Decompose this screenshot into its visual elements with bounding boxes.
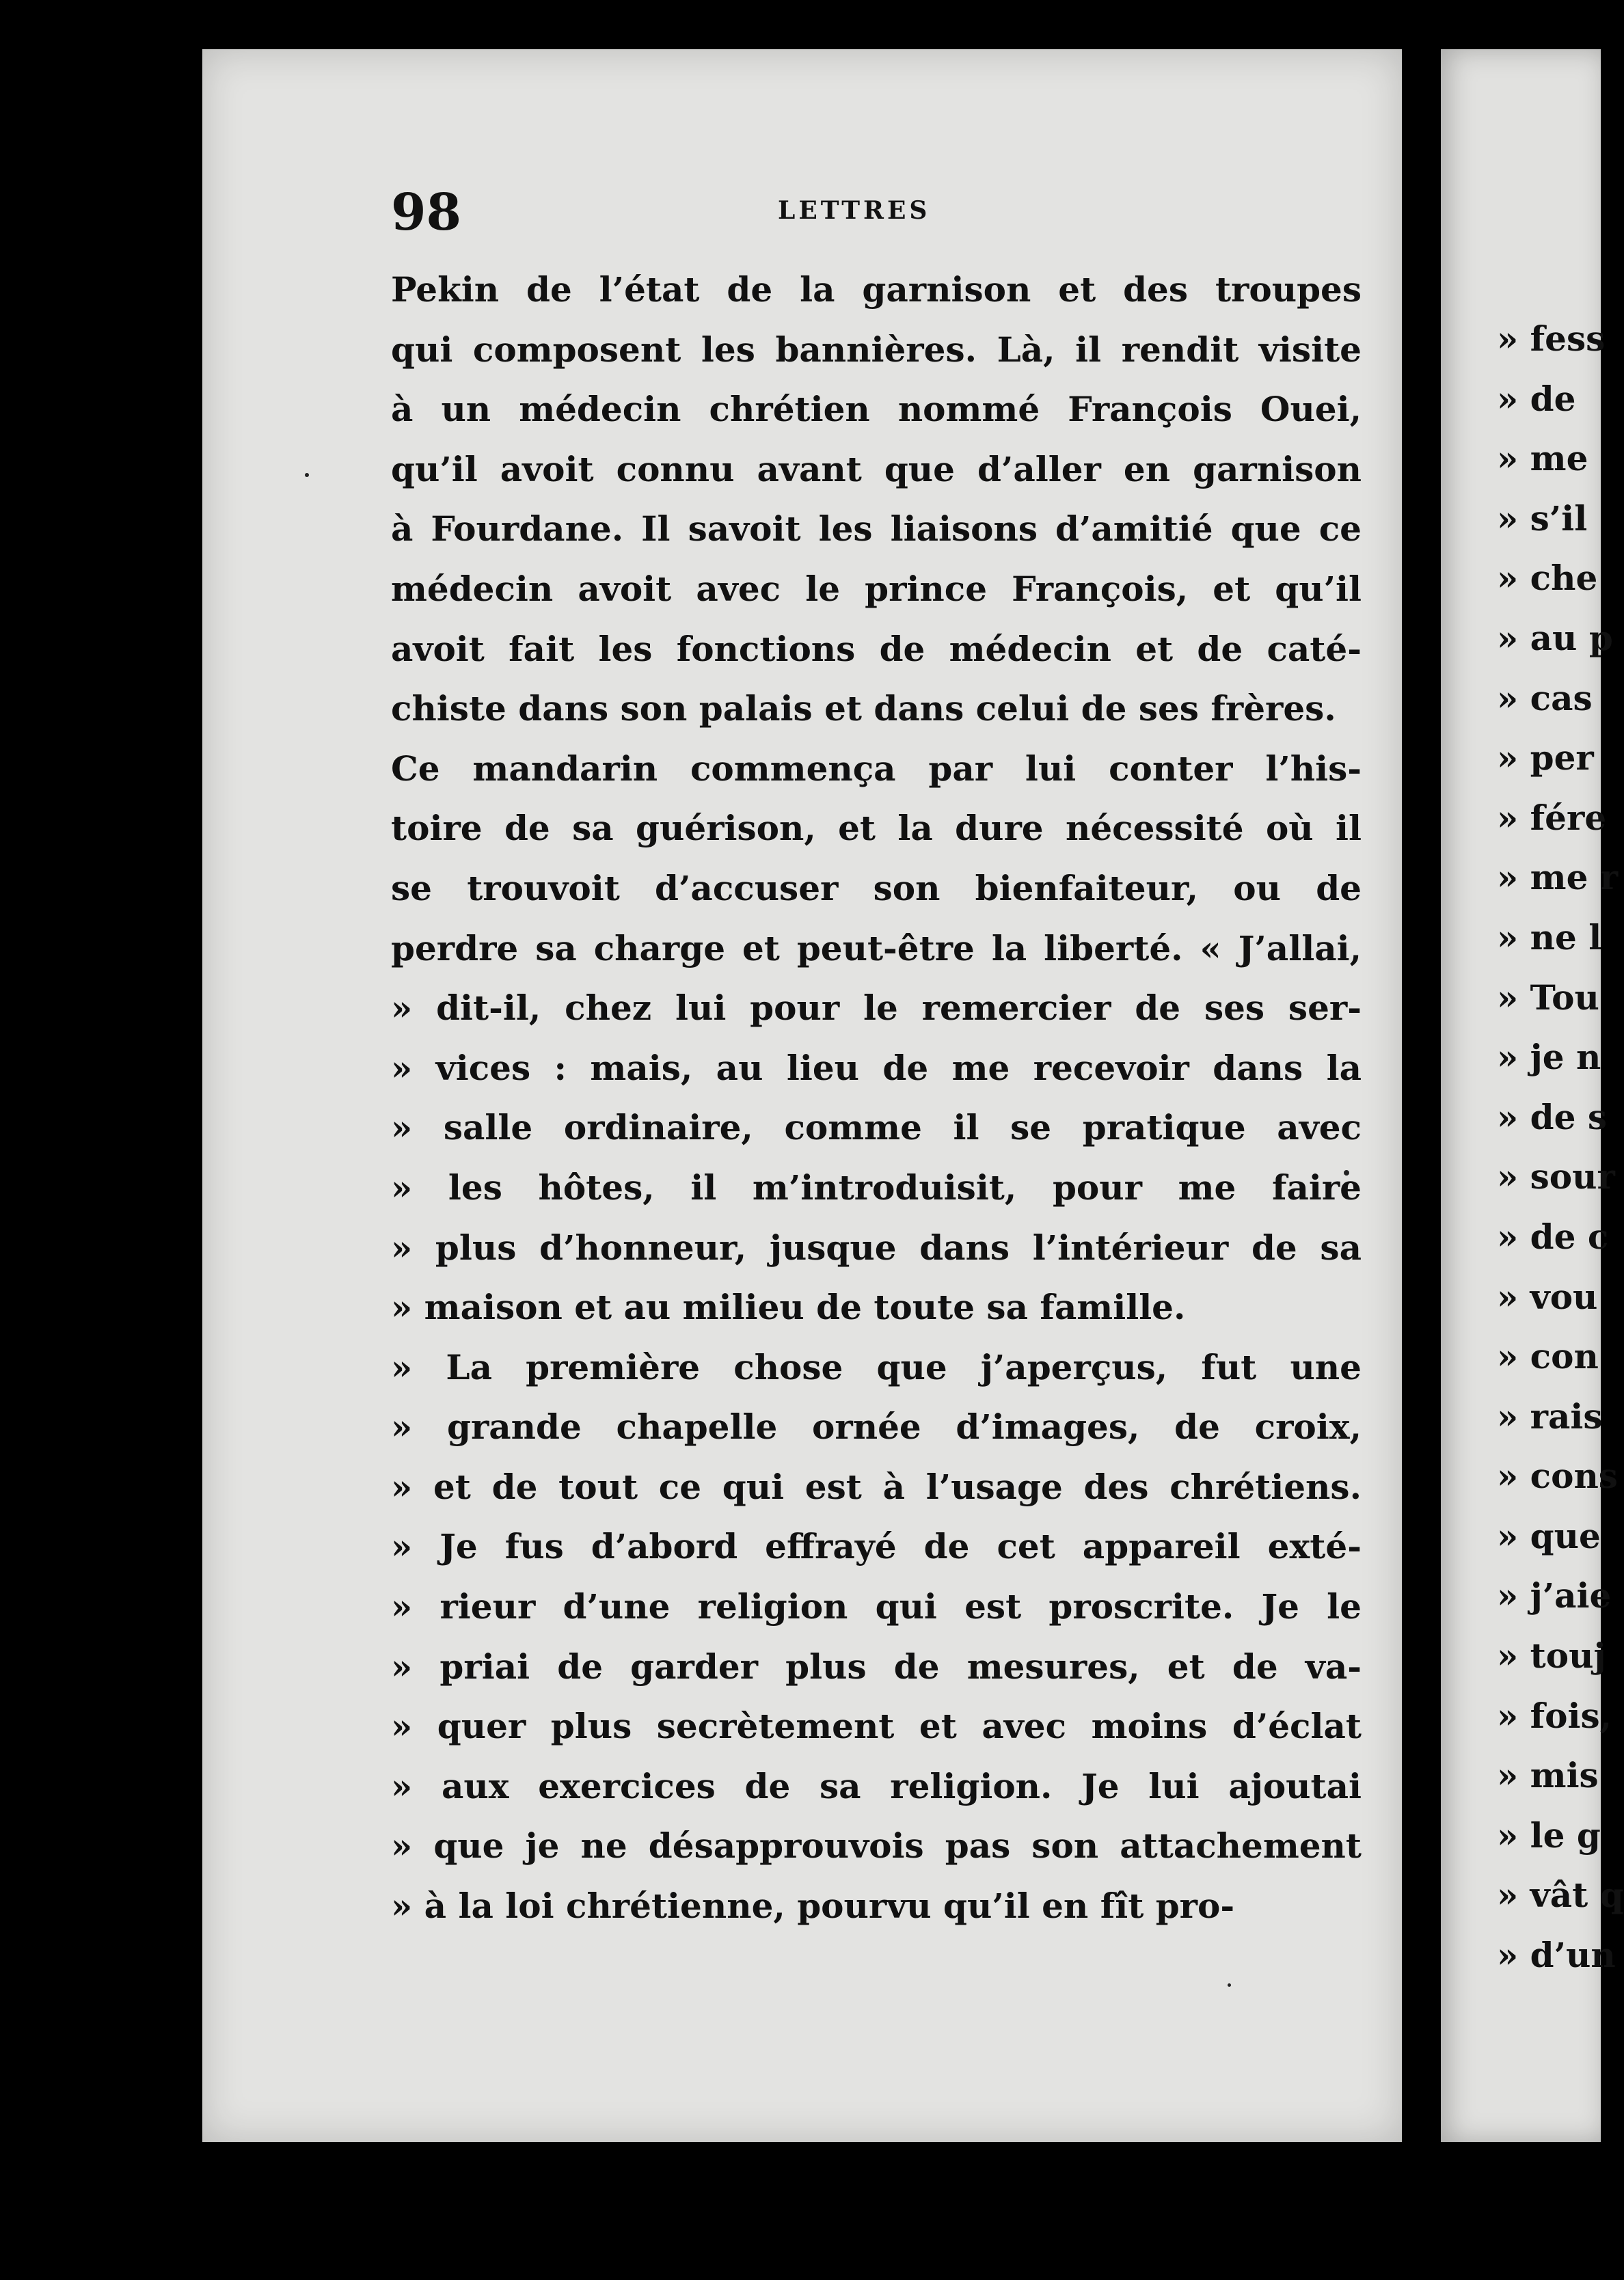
text-line: » et de tout ce qui est à l’usage des chrétiens. bbox=[391, 1466, 1362, 1507]
text-line: » quer plus secrètement et avec moins d’éclat bbox=[391, 1706, 1362, 1747]
text-line: » vices : mais, au lieu de me recevoir dans la bbox=[391, 1047, 1362, 1088]
text-line-fragment: » con bbox=[1497, 1336, 1599, 1377]
text-line: » priai de garder plus de mesures, et de va- bbox=[391, 1646, 1362, 1687]
text-line-fragment: » vou bbox=[1497, 1276, 1598, 1317]
text-line: Ce mandarin commença par lui conter l’his- bbox=[391, 748, 1362, 789]
text-line-fragment: » Tou bbox=[1497, 977, 1599, 1018]
text-line: » rieur d’une religion qui est proscrite. Je le bbox=[391, 1586, 1362, 1627]
text-line-fragment: » de s bbox=[1497, 1096, 1607, 1137]
text-line-fragment: » touj bbox=[1497, 1636, 1606, 1677]
text-line: Pekin de l’état de la garnison et des troupes bbox=[391, 269, 1362, 310]
text-line: qu’il avoit connu avant que d’aller en garnison bbox=[391, 448, 1362, 489]
text-line: » que je ne désapprouvois pas son attachement bbox=[391, 1826, 1362, 1867]
text-line: se trouvoit d’accuser son bienfaiteur, ou de bbox=[391, 867, 1362, 908]
text-line: » La première chose que j’aperçus, fut une bbox=[391, 1346, 1362, 1387]
text-line-fragment: » per bbox=[1497, 737, 1594, 778]
text-line: » Je fus d’abord effrayé de cet appareil exté- bbox=[391, 1526, 1362, 1567]
text-line-fragment: » d’un bbox=[1497, 1935, 1616, 1976]
text-line-fragment: » che bbox=[1497, 558, 1598, 599]
ink-speck bbox=[1228, 1983, 1231, 1987]
text-line-fragment: » me r bbox=[1497, 857, 1619, 898]
text-line-fragment: » vât q bbox=[1497, 1875, 1624, 1916]
text-line-fragment: » je n bbox=[1497, 1037, 1601, 1078]
text-line: » les hôtes, il m’introduisit, pour me faire bbox=[391, 1167, 1362, 1208]
text-line-fragment: » cons bbox=[1497, 1456, 1618, 1497]
text-line-fragment: » ne l bbox=[1497, 917, 1602, 958]
right-page-text bbox=[1497, 309, 1624, 1985]
text-line-fragment: » cas bbox=[1497, 677, 1593, 718]
text-line-fragment: » fois, bbox=[1497, 1695, 1612, 1736]
text-line: » dit-il, chez lui pour le remercier de ses ser- bbox=[391, 988, 1362, 1029]
text-line: » plus d’honneur, jusque dans l’intérieur de sa bbox=[391, 1227, 1362, 1268]
text-line-fragment: » de c bbox=[1497, 1216, 1609, 1257]
text-line-fragment: » le g bbox=[1497, 1815, 1601, 1856]
text-line-fragment: » que bbox=[1497, 1515, 1601, 1556]
page-number: 98 bbox=[391, 183, 461, 242]
text-line: à un médecin chrétien nommé François Ouei, bbox=[391, 389, 1362, 430]
text-line: » à la loi chrétienne, pourvu qu’il en fît pro- bbox=[391, 1886, 1235, 1927]
text-line: » grande chapelle ornée d’images, de croix, bbox=[391, 1407, 1362, 1448]
text-line-fragment: » fére bbox=[1497, 797, 1607, 838]
text-line: » maison et au milieu de toute sa famille. bbox=[391, 1287, 1186, 1328]
text-line-fragment: » me bbox=[1497, 438, 1588, 479]
text-line: chiste dans son palais et dans celui de ses frères. bbox=[391, 688, 1336, 729]
right-page bbox=[1441, 49, 1624, 2142]
text-line-fragment: » de bbox=[1497, 378, 1576, 419]
text-line: avoit fait les fonctions de médecin et de caté- bbox=[391, 628, 1362, 669]
text-line: » salle ordinaire, comme il se pratique avec bbox=[391, 1107, 1362, 1148]
text-line-fragment: » sour bbox=[1497, 1156, 1615, 1197]
text-line-fragment: » s’il bbox=[1497, 498, 1588, 539]
body-text bbox=[391, 260, 1362, 1936]
running-head: LETTRES bbox=[778, 196, 931, 225]
text-line-fragment: » au p bbox=[1497, 617, 1613, 658]
text-line: médecin avoit avec le prince François, et qu’il bbox=[391, 568, 1362, 609]
text-line-fragment: » fess bbox=[1497, 318, 1606, 359]
text-line: à Fourdane. Il savoit les liaisons d’amitié que ce bbox=[391, 508, 1362, 549]
text-line: qui composent les bannières. Là, il rendit visite bbox=[391, 329, 1362, 370]
text-line: perdre sa charge et peut-être la liberté. « J’allai, bbox=[391, 927, 1362, 968]
text-line-fragment: » rais bbox=[1497, 1396, 1603, 1437]
text-line: toire de sa guérison, et la dure nécessité où il bbox=[391, 808, 1362, 849]
text-line-fragment: » j’aie bbox=[1497, 1575, 1612, 1616]
ink-speck bbox=[305, 473, 309, 477]
text-line-fragment: » mis bbox=[1497, 1755, 1599, 1796]
text-line: » aux exercices de sa religion. Je lui ajoutai bbox=[391, 1765, 1362, 1806]
